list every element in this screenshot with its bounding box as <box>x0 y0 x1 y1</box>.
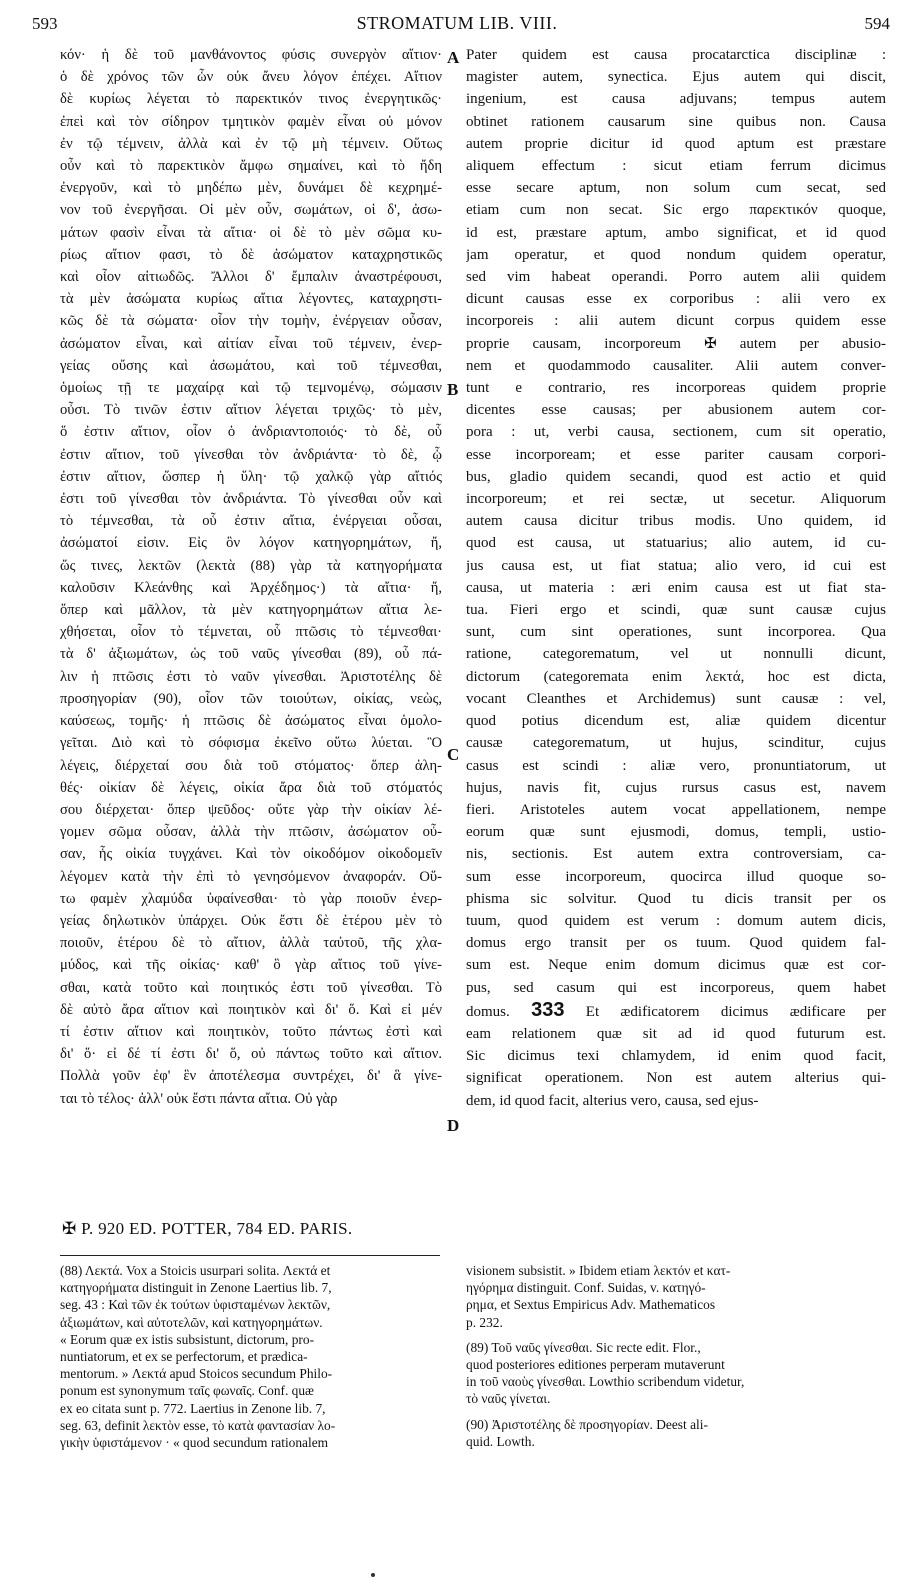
greek-text-line: νον τοῦ ἐνεργῆσαι. Οἱ μὲν οὖν, σωμάτων, οἱ δ', ἀσω- <box>60 202 442 219</box>
footnote-line: ρημα, et Sextus Empiricus Adv. Mathematicos <box>466 1297 716 1313</box>
greek-text-line: ἐπεὶ καὶ τὸν σίδηρον τμητικὸν φαμὲν εἶναι οὐ μόνον <box>60 113 442 130</box>
greek-text-line: σου διέρχεται· ὅπερ ψεῦδος· οὔτε γὰρ τὴν οἰκίαν λέ- <box>60 801 442 818</box>
greek-text-line: ἐν τῷ τέμνειν, ἀλλὰ καὶ ἐν τῷ μὴ τέμνειν. Οὕτως <box>60 135 442 152</box>
greek-text-line: ἀσώματοί εἰσιν. Εἰς ὃν λόγον κατηγορημάτων, ἤ, <box>60 535 442 552</box>
latin-text-line: bus, gladio quidem secandi, quod est actio et quid <box>466 468 886 485</box>
greek-text-line: λέγομεν κατὰ τὴν ἐπὶ τὸ γενησόμενον ἀναφοράν. Οὕ- <box>60 868 442 885</box>
page-header <box>0 0 914 40</box>
greek-text-line: οὖσι. Τὸ τινῶν ἐστιν αἴτιον λέγεται τριχῶς· τὸ μὲν, <box>60 402 442 419</box>
footnote-line: ex eo citata sunt p. 772. Laertius in Zenone lib. 7, <box>60 1400 326 1416</box>
margin-marker-c: C <box>447 745 460 764</box>
greek-text-line: καλοῦσιν Κλεάνθης καὶ Ἀρχέδημος·) τὰ αἴτια· ἤ, <box>60 579 442 596</box>
latin-text-line: vocant Cleanthes et Archidemus) sunt causæ : vel, <box>466 690 886 707</box>
latin-text-line: significat operationem. Non est autem alterius qui- <box>466 1070 886 1087</box>
margin-marker-d: D <box>447 1116 460 1135</box>
page-number-right: 594 <box>864 14 890 33</box>
greek-text-line: κόν· ἡ δὲ τοῦ μανθάνοντος φύσις συνεργὸν αἴτιον· <box>60 47 442 63</box>
latin-text-line: Pater quidem est causa procatarctica disciplinæ : <box>466 47 886 63</box>
latin-text-line: causa, ut materia : æri enim causa est ut fiat sta- <box>466 579 886 596</box>
latin-text-line: sed vim habeat operandi. Porro autem alii quidem <box>466 269 886 286</box>
latin-text-line: dicentes esse causas; per abusionem autem cor- <box>466 402 886 419</box>
latin-text-line: autem causa dicitur tribus modis. Uno quidem, id <box>466 513 886 530</box>
footnote-line: visionem subsistit. » Ibidem etiam λεκτόν et κατ- <box>466 1263 731 1278</box>
footnote-line: ponum est synonymum ταῖς φωναῖς. Conf. quæ <box>60 1383 314 1399</box>
column-number: 333 <box>531 998 565 1021</box>
greek-text-line: ἐστιν αἴτιον, ὥσπερ ἡ ὕλη· τῷ χαλκῷ γὰρ αἴτιός <box>60 468 442 485</box>
latin-text-line: eam relationem quæ sit ad id quod futurum est. <box>466 1025 886 1042</box>
latin-text-line: hujus, navis fit, cujus rursus casus est, navem <box>466 779 886 796</box>
footnote-line: « Eorum quæ ex istis subsistunt, dictorum, pro- <box>60 1331 315 1347</box>
greek-text-line: θές· οἰκίαν δὲ λέγεις, οἰκία ἄρα διὰ τοῦ στόματός <box>60 779 442 796</box>
footnote-89 <box>466 1339 886 1408</box>
latin-text-line: magister autem, synectica. Ejus autem qui discit, <box>466 69 886 86</box>
latin-text-line: autem proprie dicitur id quod aptum est præstare <box>466 135 886 152</box>
footnote-line: ηγόρημα distinguit. Conf. Suidas, v. κατηγό- <box>466 1280 706 1296</box>
footnote-line: (89) Τοῦ ναῦς γίνεσθαι. Sic recte edit. Flor., <box>466 1339 701 1355</box>
latin-text-line: fieri. Aristoteles autem vocat appellationem, nempe <box>466 801 886 818</box>
latin-text-line: pus, sed casum qui est incorporeus, quem habet <box>466 979 886 996</box>
latin-column <box>466 44 886 1112</box>
margin-marker-a: A <box>447 48 460 67</box>
footnote-line: quid. Lowth. <box>466 1433 535 1449</box>
latin-text-line: tua. Fieri ergo et scindi, quæ sunt causæ cujus <box>466 602 886 619</box>
latin-text-line: esse incorpoream; et esse pariter causam corpori- <box>466 446 886 463</box>
footnote-line: τὸ ναῦς γίνεται. <box>466 1391 551 1407</box>
footnote-line: ἀξιωμάτων, καὶ αὐτοτελῶν, καὶ κατηγορημάτων. <box>60 1314 323 1330</box>
latin-text-line: domus. 333 Et ædificatorem dicimus ædificare per <box>466 998 886 1021</box>
greek-text-line: ὅπερ καὶ μᾶλλον, τὰ μὲν κατηγορημάτων αἴτια λε- <box>60 602 442 619</box>
latin-text-line: phisma sic solvitur. Quod tu dicis transit per os <box>466 890 886 907</box>
latin-text-line: esse secare aptum, non solum cum secat, sed <box>466 180 886 197</box>
greek-text-line: ἀσώματον εἶναι, καὶ αἰτίαν εἶναι τοῦ τέμνειν, ἐνερ- <box>60 335 442 352</box>
footnote-line: in τοῦ ναοὺς γίνεσθαι. Lowthio scribendum videtur, <box>466 1374 745 1390</box>
latin-text-line: incorporeum; et rei sectæ, ut secetur. Aliquorum <box>466 491 886 508</box>
greek-text-line: καὶ οἷον αἰτιωδῶς. Ἄλλοι δ' ἔμπαλιν ἀναστρέφουσι, <box>60 269 442 286</box>
margin-marker-b: B <box>447 380 459 399</box>
latin-text-line: proprie causam, incorporeum ✠ autem per abusio- <box>466 335 886 352</box>
greek-column <box>60 44 442 1110</box>
greek-text-line: σθαι, κατὰ τοῦτο καὶ ποιητικός ἐστι τοῦ γίνεσθαι. Τὸ <box>60 979 442 996</box>
greek-text-line: καύσεως, τομῆς· ἡ πτῶσις δὲ ἀσώματος εἶναι ὁμολο- <box>60 713 442 730</box>
greek-text-line: γεῖται. Διὸ καὶ τὸ σόφισμα ἐκεῖνο οὕτω λύεται. Ὃ <box>60 735 442 752</box>
greek-text-line: γομεν σῶμα οὖσαν, ἀλλὰ τὴν πτῶσιν, ἀσώματον οὖ- <box>60 824 442 841</box>
footnote-line: quod posteriores editiones perperam mutaverunt <box>466 1357 725 1373</box>
greek-text-line: ποιοῦν, ἑτέρου δὲ τὸ αἴτιον, ἀλλὰ ταὐτοῦ, τῆς χλα- <box>60 935 442 952</box>
greek-text-line: Πολλὰ γοῦν ἐφ' ἓν ἀποτέλεσμα συντρέχει, δι' ἃ γίνε- <box>60 1068 442 1085</box>
greek-text-line: λιν ἡ πτῶσις ἐστι τὸ ναῦν γίνεσθαι. Ἀριστοτέλης δὲ <box>60 668 442 685</box>
latin-text-line: ingenium, est causa adjuvans; tempus autem <box>466 91 886 108</box>
latin-text-line: obtinet rationem causarum sine quibus non. Causa <box>466 113 886 130</box>
greek-text-line: δι' ὅ· εἰ δέ τί ἐστι δι' ὅ, οὐ πάντως τοῦτο καὶ αἴτιον. <box>60 1046 442 1063</box>
greek-text-line: σαν, ἧς οἰκία τυγχάνει. Καὶ τὸν οἰκοδόμον οἰκοδομεῖν <box>60 846 442 863</box>
latin-text-line: nis, sectionis. Est autem extra controversiam, ca- <box>466 846 886 863</box>
footnotes-right <box>466 1262 886 1458</box>
latin-text-line: jus causa est, ut fiat statua; alio vero, id cui est <box>466 557 886 574</box>
greek-text-line: ἐνεργοῦν, καὶ τὸ μηδέπω μὲν, δυνάμει δὲ κεχρημέ- <box>60 180 442 197</box>
latin-text-line: quod potius dicendum est, aliæ quidem dicentur <box>466 713 886 730</box>
greek-text-line: γείας δηλωτικὸν ὑπάρχει. Οὐκ ἔστι δὲ ἑτέρου μὲν τὸ <box>60 912 442 929</box>
latin-text-line: eorum quæ sunt ejusmodi, domus, templi, ustio- <box>466 824 886 841</box>
greek-text-line: ἐστιν αἴτιον, τοῦ γίνεσθαι τὸν ἀνδριάντα· τὸ δὲ, ᾧ <box>60 446 442 463</box>
latin-text-line: dicunt causas esse ex corporibus : alii vero ex <box>466 291 886 308</box>
greek-text-line: οὖν καὶ τὸ παρεκτικὸν ἄμφω σημαίνει, καὶ τὸ ἤδη <box>60 158 442 175</box>
footnote-line: seg. 43 : Καὶ τῶν ἐκ τούτων ὑφισταμένων λεκτῶν, <box>60 1297 331 1313</box>
greek-text-line: τί ἐστιν αἴτιον καὶ ποιητικὸν, τοῦτο πάντως ἐστὶ καὶ <box>60 1023 442 1040</box>
latin-text-line: pora : ut, verbi causa, sectionem, cum sit operatio, <box>466 424 886 441</box>
footnote-88-continued <box>466 1262 886 1331</box>
running-title: STROMATUM LIB. VIII. <box>356 13 558 33</box>
footnotes-left <box>60 1262 442 1451</box>
greek-text-line: μύδος, καὶ τῆς οἰκίας· καθ' ὃ γὰρ αἴτιος τοῦ γίνε- <box>60 957 442 974</box>
greek-text-line: τὰ μὲν ἀσώματα κυρίως αἴτια λέγοντες, καταχρηστι- <box>60 291 442 308</box>
footnote-divider <box>60 1255 440 1256</box>
greek-text-line: τὸ τέμνεσθαι, τὰ οὗ ἐστιν αἴτια, ἐνέργειαι οὖσαι, <box>60 513 442 530</box>
greek-text-line: δὲ κυρίως λέγεται τὸ παρεκτικόν τινος ἐνεργητικῶς· <box>60 91 442 108</box>
greek-text-line: μάτων φασὶν εἶναι τὰ αἴτια· οἱ δὲ τὸ μὲν σῶμα κυ- <box>60 224 442 241</box>
footnote-line: mentorum. » Λεκτά apud Stoicos secundum Philo- <box>60 1366 333 1382</box>
edition-note: ✠ P. 920 ED. POTTER, 784 ED. PARIS. <box>62 1219 353 1238</box>
latin-text-line: aliquem effectum : sicut etiam ferrum dicimus <box>466 158 886 175</box>
greek-text-line: ται τὸ τέλος· ἀλλ' οὐκ ἔστι πάντα αἴτια. Οὐ γὰρ <box>60 1090 338 1107</box>
latin-text-line: sunt, cum sint operationes, sunt incorporea. Qua <box>466 624 886 641</box>
footnote-line: (88) Λεκτά. Vox a Stoicis usurpari solita. Λεκτά et <box>60 1263 331 1278</box>
greek-text-line: κῶς δὲ τὰ σώματα· οἷον τὴν τομὴν, ἐνέργειαν οὖσαν, <box>60 313 442 330</box>
latin-text-line: domus ergo transit per os tuum. Quod quidem fal- <box>466 935 886 952</box>
latin-text-line: jam operatur, et quod nondum quidem operatur, <box>466 246 886 263</box>
footnote-line: p. 232. <box>466 1314 503 1330</box>
greek-text-line: ρίως αἴτιον φασι, τὸ δὲ ἀσώματον καταχρηστικῶς <box>60 246 442 263</box>
latin-text-line: id est, præstare aptum, ambo significat, et id quod <box>466 224 886 241</box>
footnote-90 <box>466 1416 886 1450</box>
latin-text-line: incorporeis : alii autem dicunt corpus quidem esse <box>466 313 886 330</box>
latin-text-line: etiam cum non secat. Sic ergo παρεκτικόν quoque, <box>466 202 886 219</box>
greek-text-line: χθήσεται, οἷον τὸ τέμνεται, οὗ πτῶσις τὸ τέμνεσθαι· <box>60 624 442 641</box>
latin-text-line: tunt e contrario, res incorporeas quidem proprie <box>466 380 886 397</box>
greek-text-line: ὥς τινες, λεκτῶν (λεκτὰ (88) γὰρ τὰ κατηγορήματα <box>60 557 442 574</box>
greek-text-line: δὲ αὐτὸ ἄρα αἴτιον καὶ ποιητικὸν καὶ δι' ὅ. Καὶ εἰ μέν <box>60 1001 442 1018</box>
footnote-line: seg. 63, definit λεκτὸν esse, τὸ κατὰ φαντασίαν λο- <box>60 1417 336 1433</box>
latin-text-line: nem et quodammodo causaliter. Alii autem conver- <box>466 357 886 374</box>
latin-text-line: ratione, categorematum, vel ut nonnulli dicunt, <box>466 646 886 663</box>
page-speck <box>371 1573 375 1577</box>
latin-text-line: quod est causa, ut statuarius; alio autem, id cu- <box>466 535 886 552</box>
footnote-line: κατηγορήματα distinguit in Zenone Laertius lib. 7, <box>60 1280 332 1296</box>
footnote-line: γικὴν ὑφιστάμενον · « quod secundum rationalem <box>60 1435 329 1451</box>
greek-text-line: τω φαμὲν χλαμύδα ὑφαίνεσθαι· τὸ γὰρ ποιοῦν ἐνερ- <box>60 890 442 907</box>
latin-text-line: tuum, quod quidem est verum : domum autem dicis, <box>466 912 886 929</box>
greek-text-line: προσηγορίαν (90), οἷον τῶν τοιούτων, οἰκίας, νεὼς, <box>60 690 442 707</box>
greek-text-line: ὅ ἐστιν αἴτιον, οἷον ὁ ἀνδριαντοποιός· τὸ δὲ, οὗ <box>60 424 442 441</box>
latin-text-line: casus est scindi : aliæ vero, pronuntiatorum, ut <box>466 757 886 774</box>
greek-text-line: λέγεις, διέρχεταί σου διὰ τοῦ στόματος· ὅπερ ἀλη- <box>60 757 442 774</box>
greek-text-line: γείας οὔσης καὶ ἀσωμάτου, καὶ τοῦ τέμνεσθαι, <box>60 357 442 374</box>
greek-text-line: ὁ δὲ χρόνος τῶν ὧν οὐκ ἄνευ λόγον ἐπέχει. Αἴτιον <box>60 69 442 86</box>
latin-text-line: causæ categorematum, ut hujus, scinditur, cujus <box>466 735 886 752</box>
latin-text-line: sum est. Neque enim domum dicimus quæ est cor- <box>466 957 886 974</box>
latin-text-line: dictorum (categoremata enim λεκτά, hoc est dicta, <box>466 668 886 685</box>
latin-text-line: dem, id quod facit, alterius vero, causa, sed ejus- <box>466 1092 759 1109</box>
greek-text-line: ἐστι τοῦ γίνεσθαι τὸν ἀνδριάντα. Τὸ γίνεσθαι οὖν καὶ <box>60 491 442 508</box>
latin-text-line: sum esse incorporeum, quocirca illud quoque so- <box>466 868 886 885</box>
latin-text-line: Sic dicimus texi chlamydem, id enim quod facit, <box>466 1048 886 1065</box>
footnote-line: nuntiatorum, et ex se perfectorum, et prædica- <box>60 1349 308 1365</box>
footnote-line: (90) Ἀριστοτέλης δὲ προσηγορίαν. Deest ali- <box>466 1416 708 1432</box>
page-number-left: 593 <box>32 14 58 33</box>
greek-text-line: τὰ δ' ἀξιωμάτων, ὡς τοῦ ναῦς γίνεσθαι (89), οὗ πά- <box>60 646 442 663</box>
greek-text-line: ὁμοίως τῇ τε μαχαίρᾳ καὶ τῷ τεμνομένῳ, σώμασιν <box>60 380 442 397</box>
